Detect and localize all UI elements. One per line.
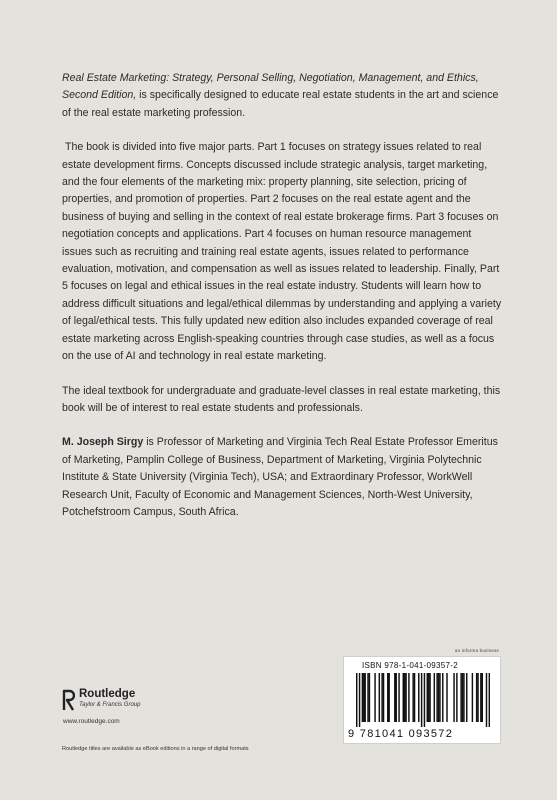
barcode-bar (472, 673, 473, 722)
barcode-bar (438, 673, 439, 722)
barcode-bar (463, 673, 464, 722)
barcode-bar (356, 673, 357, 727)
barcode-bar (436, 673, 437, 722)
barcode-bar (486, 673, 487, 727)
barcode-bar (362, 673, 363, 722)
barcode-bar (374, 673, 375, 722)
audience-paragraph: The ideal textbook for undergraduate and graduate-level classes in real estate marketing, this book will be of interest to real estate students and professionals. (62, 384, 501, 414)
publisher-url[interactable]: www.routledge.com (63, 718, 120, 725)
isbn-label: ISBN 978-1-041-09357-2 (362, 661, 458, 670)
barcode-bar (418, 673, 419, 722)
barcode-bar (412, 673, 413, 722)
barcode-bar (369, 673, 370, 722)
barcode-bar (489, 673, 490, 727)
barcode-bar (427, 673, 428, 722)
barcode-bar (367, 673, 368, 722)
barcode-bar (383, 673, 384, 722)
barcode-bar (476, 673, 477, 722)
barcode-bar (446, 673, 447, 722)
barcode-bar (381, 673, 382, 722)
barcode-bar (434, 673, 435, 722)
author-paragraph (62, 434, 502, 521)
parts-paragraph: The book is divided into five major parts. Part 1 focuses on strategy issues related to real estate development firms. Concepts discussed include strategic analysis, target marketing, and the four elements of the marketing mix: property planning, site selection, pricing of properties, and promotion of properties. Part 2 focuses on the real estate agent and the business of buying and selling in the context of real estate brokerage firms. Part 3 focuses on negotiation concepts and applications. Part 4 focuses on human resource management issues such as recruiting and training real estate agents, issues related to performance evaluation, motivation, and compensation as well as issues related to leadership. Finally, Part 5 focuses on legal and ethical issues in the real estate industry. Students will learn how to address difficult situations and legal/ethical dilemmas by understanding and applying a variety of legal/ethical tests. This fully updated new edition also includes expanded coverage of real estate marketing across English-speaking countries through case studies, as well as a focus on the use of AI and technology in real estate marketing. (62, 141, 502, 363)
publisher-name: Routledge (79, 688, 136, 700)
barcode-bar (429, 673, 430, 722)
barcode-bar (414, 673, 415, 722)
book-title: Real Estate Marketing: Strategy, Personal Selling, Negotiation, Management, and Ethics, Second Edition, (62, 72, 479, 102)
author-name: M. Joseph Sirgy (62, 436, 144, 449)
barcode-bar (466, 673, 467, 722)
barcode-bar (439, 673, 440, 722)
back-cover-blurb (62, 70, 502, 538)
intro-paragraph (62, 70, 502, 122)
barcode-bar (394, 673, 395, 722)
publisher-group: Taylor & Francis Group (79, 702, 141, 708)
barcode-bar (428, 673, 429, 722)
barcode-bar (421, 673, 422, 727)
barcode-bar (387, 673, 388, 722)
barcode-bar (456, 673, 457, 722)
barcode-icon (356, 673, 490, 727)
barcode-bar (442, 673, 443, 722)
barcode-digits: 9 781041 093572 (348, 728, 454, 740)
barcode-bar (379, 673, 380, 722)
barcode-bar (359, 673, 360, 727)
barcode-bar (404, 673, 405, 722)
barcode-bar (405, 673, 406, 722)
barcode-bar (403, 673, 404, 722)
barcode-bar (477, 673, 478, 722)
barcode-bar (363, 673, 364, 722)
routledge-logo-icon (62, 689, 75, 711)
intro-text: is specifically designed to educate real estate students in the art and science of the real estate marketing profession. (62, 89, 499, 119)
ebook-note: Routledge titles are available as eBook editions in a range of digital formats (62, 746, 249, 752)
barcode-bar (482, 673, 483, 722)
barcode-bar (364, 673, 365, 722)
barcode-bar (453, 673, 454, 722)
barcode-bar (460, 673, 461, 722)
barcode-bar (424, 673, 425, 727)
barcode-bar (388, 673, 389, 722)
author-bio: is Professor of Marketing and Virginia Tech Real Estate Professor Emeritus of Marketing, Pamplin College of Business, Department of Marketing, Virginia Polytechnic Institute & State University (Virginia Tech), USA; and Extraordinary Professor, WorkWell Research Unit, Faculty of Economic and Management Sciences, North-West University, Potchefstroom Campus, South Africa. (62, 436, 498, 518)
barcode-bar (398, 673, 399, 722)
informa-badge: an informa business (454, 648, 499, 653)
barcode-bar (395, 673, 396, 722)
publisher-logo (62, 688, 182, 730)
barcode-bar (480, 673, 481, 722)
barcode-bar (408, 673, 409, 722)
isbn-barcode (343, 656, 501, 744)
barcode-bar (462, 673, 463, 722)
